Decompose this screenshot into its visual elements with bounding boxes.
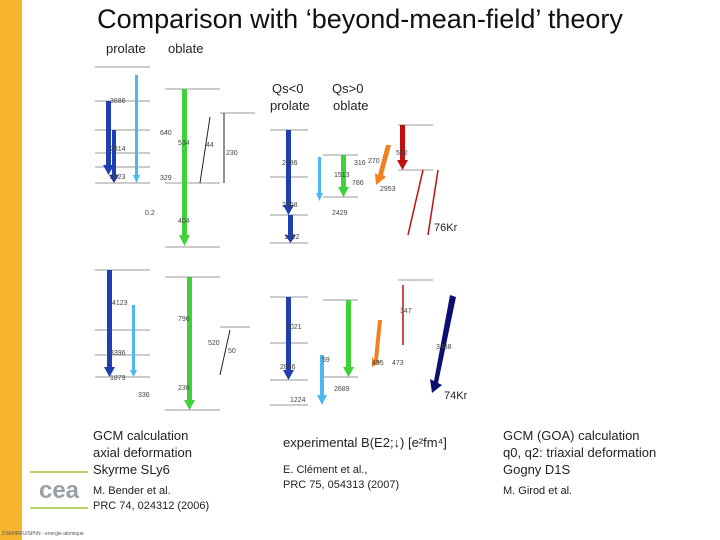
kr76-exp-value-1: 2786 [282, 160, 298, 167]
right-reference [503, 484, 656, 499]
kr76-th-value-8: 404 [178, 218, 190, 225]
slide-title: Comparison with ‘beyond-mean-field’ theory [97, 4, 623, 34]
kr76-th-value-1: 3686 [110, 98, 126, 105]
theory-arrow-light-2 [130, 305, 137, 377]
kr74-exp-value-3: 1224 [290, 397, 306, 404]
kr74-th-value-3: 3396 [110, 350, 126, 357]
kr76-exp-value-6: 592 [396, 150, 408, 157]
exp-arrow-light-1 [316, 157, 323, 201]
kr74-th-value-5: 520 [208, 340, 220, 347]
kr74-exp-value-4: 2689 [334, 386, 350, 393]
kr74-exp-value-7: 455 [372, 360, 384, 367]
middle-ref-journal: PRC 75, 054313 (2007) [283, 479, 400, 491]
kr74-th-value-4: 1879 [110, 375, 126, 382]
label-qs-negative-sub: prolate [270, 98, 310, 113]
left-caption-line2: axial deformation [93, 445, 192, 460]
kr74-label: 74Kr [444, 390, 468, 402]
kr74-exp-value-1: 3021 [286, 324, 302, 331]
middle-reference [283, 463, 447, 493]
middle-caption-line1: experimental B(E2;↓) [e²fm⁴] [283, 435, 447, 450]
kr76-th-value-10: 0.2 [145, 210, 155, 217]
label-qs-negative: Qs<0 [272, 81, 304, 96]
kr76-exp-value-10: 786 [352, 180, 364, 187]
label-qs-positive-sub: oblate [333, 98, 369, 113]
kr74-th-value-8: 336 [138, 392, 150, 399]
kr76-exp-value-8: 316 [354, 160, 366, 167]
left-ref-authors: M. Bender et al. [93, 485, 171, 497]
kr76-th-value-6: 44 [206, 142, 214, 149]
middle-caption [283, 434, 447, 493]
kr74-exp-value-2: 2846 [280, 364, 296, 371]
label-qs-positive: Qs>0 [332, 81, 364, 96]
kr74-th-value-6: 50 [228, 348, 236, 355]
kr76-th-value-7: 230 [226, 150, 238, 157]
kr76-th-value-9: 329 [160, 175, 172, 182]
left-caption [93, 427, 209, 514]
kr74-th-value-1: 4123 [112, 300, 128, 307]
right-caption-line1: GCM (GOA) calculation [503, 428, 640, 443]
kr76-exp-value-4: 1513 [334, 172, 350, 179]
kr76-th-value-3: 2023 [110, 174, 126, 181]
kr76-exp-value-7: 2953 [380, 186, 396, 193]
theory-arrow-dark-3 [104, 270, 115, 377]
kr76-th-value-5: 534 [178, 140, 190, 147]
left-ref-journal: PRC 74, 024312 (2006) [93, 500, 210, 512]
exp-arrow-orange-1 [375, 145, 391, 185]
kr74-exp-value-8: 473 [392, 360, 404, 367]
right-caption-line2: q0, q2: triaxial deformation [503, 445, 657, 460]
kr76-label: 76Kr [434, 222, 458, 234]
kr76-th-value-4: 640 [160, 130, 172, 137]
kr74-exp-value-9: 3488 [436, 344, 452, 351]
slide-footer: DSM/IRFU/SPhN - energie atomique [2, 531, 84, 537]
accent-sidebar [0, 0, 22, 540]
right-ref-authors: M. Girod et al. [503, 485, 573, 497]
exp-arrow-red-1 [397, 125, 408, 170]
kr76-exp-value-3: 1722 [284, 234, 300, 241]
left-caption-line3: Skyrme SLy6 [93, 462, 170, 477]
experimental-level-scheme [268, 115, 483, 420]
middle-ref-authors: E. Clément et al., [283, 464, 368, 476]
right-caption [503, 427, 656, 499]
exp-arrow-green-2 [343, 300, 354, 377]
kr76-exp-value-9: 270 [368, 158, 380, 165]
kr74-th-value-7: 236 [178, 385, 190, 392]
left-reference [93, 484, 209, 514]
label-oblate: oblate [168, 41, 204, 56]
right-caption-line3: Gogny D1S [503, 462, 571, 477]
cea-logo [24, 470, 94, 510]
kr76-exp-value-5: 2429 [332, 210, 348, 217]
left-caption-line1: GCM calculation [93, 428, 189, 443]
kr76-exp-value-2: 2468 [282, 202, 298, 209]
kr74-th-value-2: 796 [178, 316, 190, 323]
kr74-exp-value-5: 59 [322, 357, 330, 364]
kr76-th-value-2: 2814 [110, 146, 126, 153]
logo-text: cea [38, 477, 80, 504]
kr74-exp-value-6: 347 [400, 308, 412, 315]
theory-level-scheme [90, 55, 265, 420]
label-prolate: prolate [106, 41, 146, 56]
